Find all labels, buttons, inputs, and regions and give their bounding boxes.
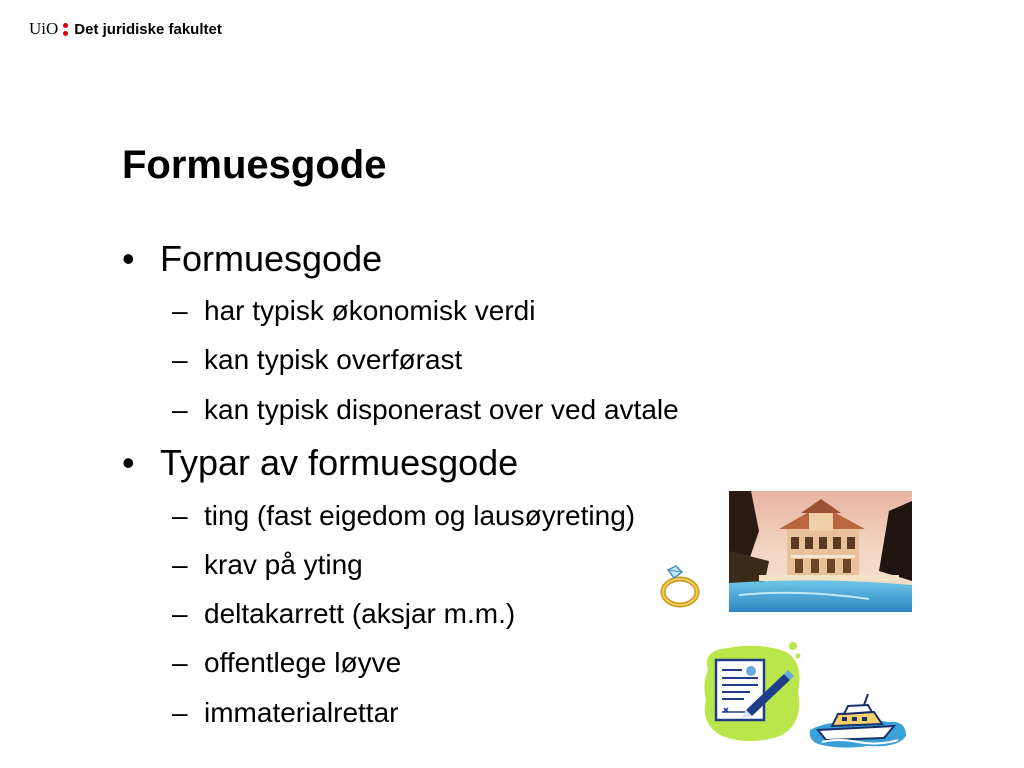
bullet-text: Formuesgode <box>160 238 383 279</box>
dash-mark: – <box>172 549 188 580</box>
document-pen-icon <box>700 640 805 745</box>
logo-faculty-name: Det juridiske fakultet <box>74 20 222 38</box>
slide-title: Formuesgode <box>122 143 387 187</box>
logo-uio-text: UiO <box>29 19 59 38</box>
sub-item-text: kan typisk disponerast over ved avtale <box>204 394 679 425</box>
dash-mark: – <box>172 647 188 678</box>
bullet-mark: • <box>122 442 135 483</box>
boat-icon <box>808 690 908 750</box>
bullet-text: Typar av formuesgode <box>160 442 519 483</box>
sub-item-text: ting (fast eigedom og lausøyreting) <box>204 500 636 531</box>
sub-item-text: deltakarrett (aksjar m.m.) <box>204 598 516 629</box>
sub-item-text: offentlege løyve <box>204 647 402 678</box>
logo-dots-icon <box>63 23 68 36</box>
ring-icon <box>658 564 702 610</box>
sub-item-text: immaterialrettar <box>204 697 399 728</box>
dash-mark: – <box>172 394 188 425</box>
dash-mark: – <box>172 697 188 728</box>
sub-item-text: kan typisk overførast <box>204 344 463 375</box>
dash-mark: – <box>172 598 188 629</box>
bullet-mark: • <box>122 238 135 279</box>
dash-mark: – <box>172 344 188 375</box>
house-photo <box>729 491 912 612</box>
dash-mark: – <box>172 295 188 326</box>
sub-item-text: har typisk økonomisk verdi <box>204 295 536 326</box>
dash-mark: – <box>172 500 188 531</box>
uio-logo <box>29 18 222 40</box>
sub-item-text: krav på yting <box>204 549 363 580</box>
